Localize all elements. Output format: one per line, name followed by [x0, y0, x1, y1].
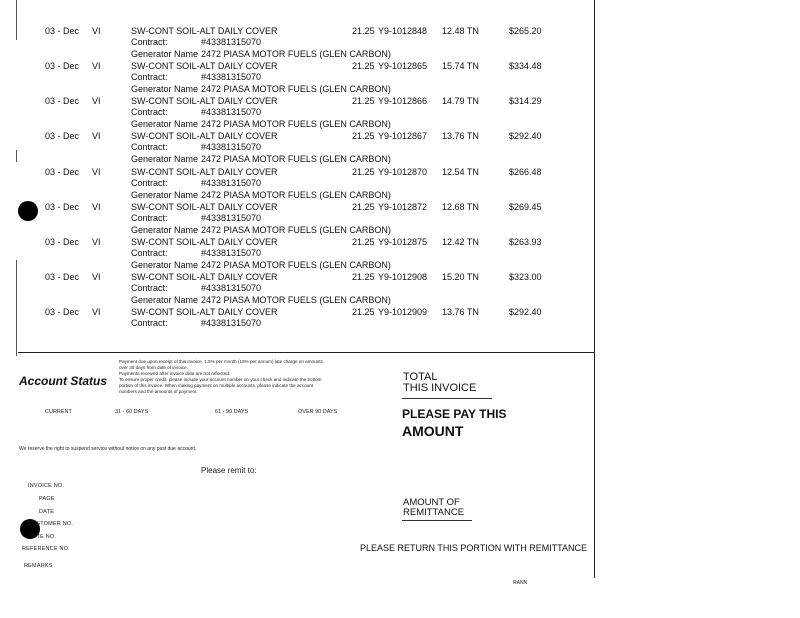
reference-no-label: REFERENCE NO.: [22, 546, 70, 552]
item-description: SW-CONT SOIL-ALT DAILY COVER: [131, 61, 278, 71]
item-date: 03 - Dec: [45, 202, 80, 212]
item-rate: 21.25: [352, 61, 375, 71]
contract-label: Contract:: [131, 107, 168, 117]
item-code: VI: [92, 202, 101, 212]
item-date: 03 - Dec: [45, 237, 80, 247]
item-ticket: Y9-1012848: [378, 26, 428, 36]
item-quantity: 15.74 TN: [442, 61, 479, 71]
footer-code: RANN: [513, 580, 528, 586]
date-label: DATE: [39, 509, 55, 515]
generator-label: Generator Name: [131, 119, 199, 129]
contract-label: Contract:: [131, 283, 168, 293]
item-quantity: 13.76 TN: [442, 307, 479, 317]
item-amount: $314.29: [509, 96, 542, 106]
item-description: SW-CONT SOIL-ALT DAILY COVER: [131, 26, 278, 36]
item-description: SW-CONT SOIL-ALT DAILY COVER: [131, 202, 278, 212]
table-row: [0, 131, 594, 167]
aging-31-60: 31 - 60 DAYS: [115, 409, 149, 415]
item-code: VI: [92, 61, 101, 71]
item-code: VI: [92, 26, 101, 36]
total-label: TOTAL: [403, 371, 438, 383]
customer-no-label: CUSTOMER NO.: [28, 521, 74, 527]
contract-label: Contract:: [131, 37, 168, 47]
table-row: [0, 26, 594, 62]
item-rate: 21.25: [352, 96, 375, 106]
item-rate: 21.25: [352, 272, 375, 282]
item-code: VI: [92, 307, 101, 317]
item-ticket: Y9-1012865: [378, 61, 428, 71]
contract-number: #43381315070: [201, 178, 262, 188]
site-no-label: SITE NO.: [31, 534, 57, 540]
item-description: SW-CONT SOIL-ALT DAILY COVER: [131, 307, 278, 317]
generator-name: 2472 PIASA MOTOR FUELS (GLEN CARBON): [201, 295, 391, 305]
account-status-title: Account Status: [19, 374, 108, 388]
item-description: SW-CONT SOIL-ALT DAILY COVER: [131, 237, 278, 247]
item-amount: $292.40: [509, 131, 542, 141]
table-row: [0, 61, 594, 97]
table-row: [0, 167, 594, 203]
generator-label: Generator Name: [131, 49, 199, 59]
item-code: VI: [92, 131, 101, 141]
item-quantity: 13.76 TN: [442, 131, 479, 141]
pay-amount-label-2: AMOUNT: [402, 423, 464, 439]
generator-label: Generator Name: [131, 295, 199, 305]
remit-heading: Please remit to:: [201, 466, 257, 475]
total-invoice-label: THIS INVOICE: [403, 382, 477, 394]
item-ticket: Y9-1012909: [378, 307, 428, 317]
table-row: [0, 307, 594, 343]
item-amount: $334.48: [509, 61, 542, 71]
contract-number: #43381315070: [201, 283, 262, 293]
contract-number: #43381315070: [201, 213, 262, 223]
item-description: SW-CONT SOIL-ALT DAILY COVER: [131, 272, 278, 282]
terms-line: over 30 days from date of invoice.: [119, 365, 188, 370]
table-row: [0, 202, 594, 238]
generator-name: 2472 PIASA MOTOR FUELS (GLEN CARBON): [201, 225, 391, 235]
item-code: VI: [92, 96, 101, 106]
item-ticket: Y9-1012872: [378, 202, 428, 212]
page-label: PAGE: [39, 496, 55, 502]
item-ticket: Y9-1012870: [378, 167, 428, 177]
terms-line: Payments received after invoice date are not reflected.: [119, 371, 231, 376]
item-amount: $323.00: [509, 272, 542, 282]
contract-label: Contract:: [131, 248, 168, 258]
item-quantity: 15.20 TN: [442, 272, 479, 282]
table-row: [0, 96, 594, 132]
item-rate: 21.25: [352, 131, 375, 141]
generator-label: Generator Name: [131, 84, 199, 94]
return-portion-note: PLEASE RETURN THIS PORTION WITH REMITTANCE: [360, 543, 588, 553]
item-rate: 21.25: [352, 167, 375, 177]
contract-number: #43381315070: [201, 318, 262, 328]
remittance-underline: [402, 520, 472, 521]
generator-label: Generator Name: [131, 225, 199, 235]
table-row: [0, 272, 594, 308]
generator-name: 2472 PIASA MOTOR FUELS (GLEN CARBON): [201, 154, 391, 164]
terms-line: Payment due upon receipt of this invoice. 1.5% per month (18% per annum) late charge on amounts: [119, 359, 323, 364]
contract-label: Contract:: [131, 318, 168, 328]
item-amount: $266.48: [509, 167, 542, 177]
remittance-amount-label: AMOUNT OF: [403, 497, 460, 508]
generator-label: Generator Name: [131, 260, 199, 270]
section-divider: [18, 352, 595, 353]
generator-name: 2472 PIASA MOTOR FUELS (GLEN CARBON): [201, 84, 391, 94]
invoice-no-label: INVOICE NO.: [28, 483, 65, 489]
item-quantity: 12.68 TN: [442, 202, 479, 212]
aging-61-90: 61 - 90 DAYS: [215, 409, 249, 415]
item-description: SW-CONT SOIL-ALT DAILY COVER: [131, 167, 278, 177]
generator-name: 2472 PIASA MOTOR FUELS (GLEN CARBON): [201, 190, 391, 200]
item-ticket: Y9-1012908: [378, 272, 428, 282]
item-amount: $263.93: [509, 237, 542, 247]
item-rate: 21.25: [352, 237, 375, 247]
item-quantity: 12.48 TN: [442, 26, 479, 36]
item-date: 03 - Dec: [45, 26, 80, 36]
item-ticket: Y9-1012867: [378, 131, 428, 141]
item-date: 03 - Dec: [45, 61, 80, 71]
contract-number: #43381315070: [201, 107, 262, 117]
reserve-note: We reserve the right to suspend service without notice on any past due account.: [19, 446, 197, 452]
generator-label: Generator Name: [131, 190, 199, 200]
item-date: 03 - Dec: [45, 96, 80, 106]
item-quantity: 14.79 TN: [442, 96, 479, 106]
terms-line: numbers and the amounts of payment.: [119, 389, 198, 394]
item-quantity: 12.42 TN: [442, 237, 479, 247]
item-amount: $265.20: [509, 26, 542, 36]
right-border-line: [594, 0, 595, 578]
aging-current: CURRENT: [45, 409, 72, 415]
generator-name: 2472 PIASA MOTOR FUELS (GLEN CARBON): [201, 119, 391, 129]
generator-name: 2472 PIASA MOTOR FUELS (GLEN CARBON): [201, 260, 391, 270]
item-description: SW-CONT SOIL-ALT DAILY COVER: [131, 96, 278, 106]
item-description: SW-CONT SOIL-ALT DAILY COVER: [131, 131, 278, 141]
item-ticket: Y9-1012866: [378, 96, 428, 106]
item-amount: $269.45: [509, 202, 542, 212]
item-quantity: 12.54 TN: [442, 167, 479, 177]
item-code: VI: [92, 167, 101, 177]
item-date: 03 - Dec: [45, 167, 80, 177]
contract-number: #43381315070: [201, 248, 262, 258]
item-rate: 21.25: [352, 307, 375, 317]
contract-number: #43381315070: [201, 142, 262, 152]
contract-label: Contract:: [131, 72, 168, 82]
generator-name: 2472 PIASA MOTOR FUELS (GLEN CARBON): [201, 49, 391, 59]
item-date: 03 - Dec: [45, 307, 80, 317]
remarks-label: REMARKS: [24, 563, 53, 569]
item-date: 03 - Dec: [45, 131, 80, 141]
terms-line: portion of this invoice. When making payment on multiple accounts, please indicate the account: [119, 383, 314, 388]
pay-amount-label: PLEASE PAY THIS: [402, 407, 507, 421]
item-code: VI: [92, 237, 101, 247]
contract-label: Contract:: [131, 213, 168, 223]
item-date: 03 - Dec: [45, 272, 80, 282]
item-amount: $292.40: [509, 307, 542, 317]
contract-number: #43381315070: [201, 72, 262, 82]
remittance-amount-label-2: REMITTANCE: [403, 507, 465, 518]
item-ticket: Y9-1012875: [378, 237, 428, 247]
contract-number: #43381315070: [201, 37, 262, 47]
item-code: VI: [92, 272, 101, 282]
total-underline: [402, 398, 492, 399]
contract-label: Contract:: [131, 178, 168, 188]
item-rate: 21.25: [352, 202, 375, 212]
aging-over-90: OVER 90 DAYS: [298, 409, 338, 415]
item-rate: 21.25: [352, 26, 375, 36]
payment-terms: [119, 359, 394, 395]
table-row: [0, 237, 594, 273]
contract-label: Contract:: [131, 142, 168, 152]
generator-label: Generator Name: [131, 154, 199, 164]
terms-line: To ensure proper credit, please include your account number on your check and indicate the bottom: [119, 377, 322, 382]
